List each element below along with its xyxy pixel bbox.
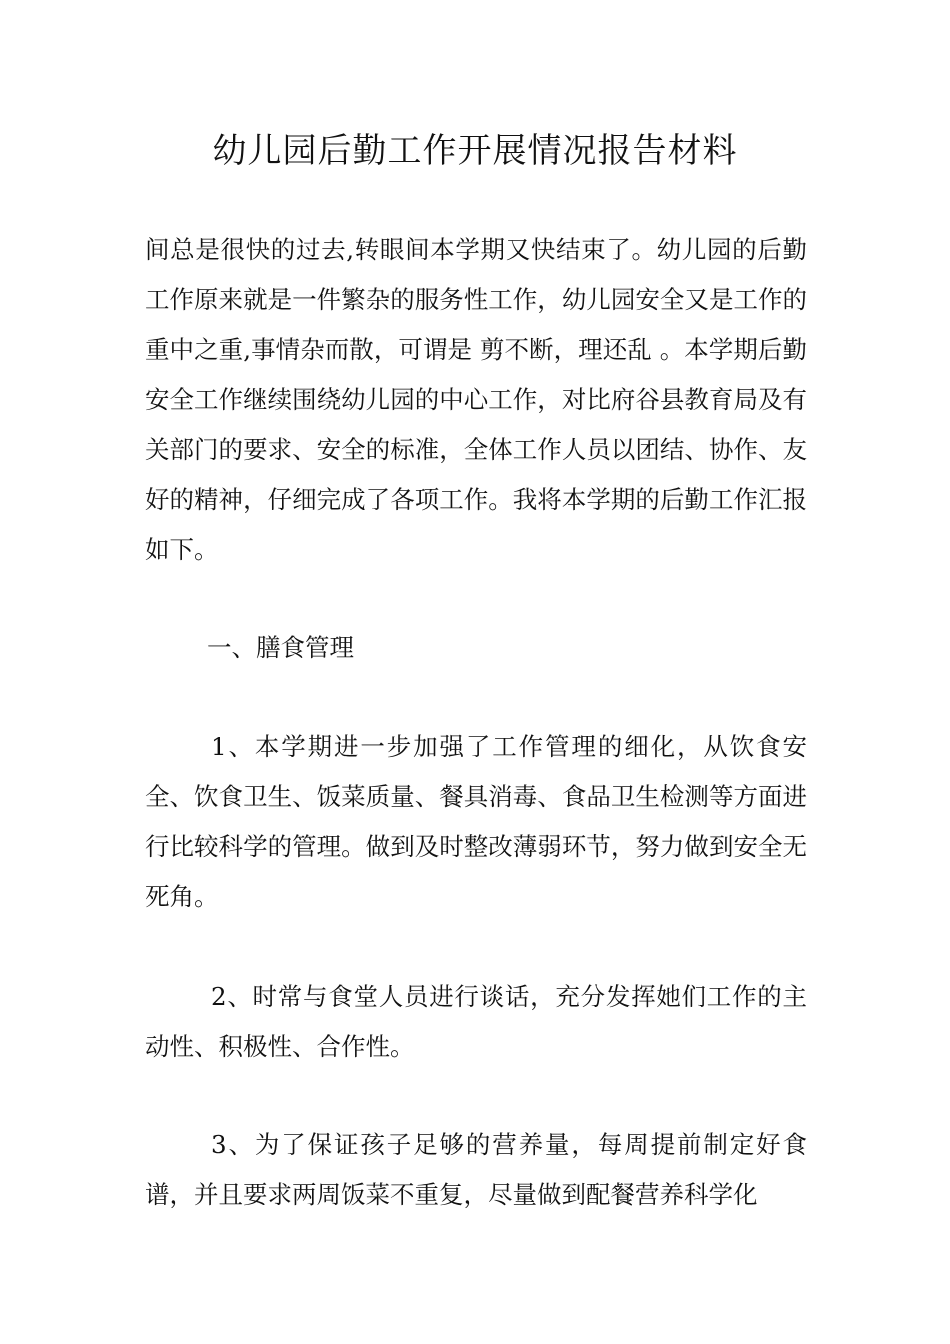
document-title: 幼儿园后勤工作开展情况报告材料 (212, 131, 738, 171)
list-item: 3、为了保证孩子足够的营养量，每周提前制定好食谱，并且要求两周饭菜不重复，尽量做到配餐营养科学化 (145, 1130, 807, 1209)
list-item: 1、本学期进一步加强了工作管理的细化，从饮食安全、饮食卫生、饭菜质量、餐具消毒、食品卫生检测等方面进行比较科学的管理。做到及时整改薄弱环节，努力做到安全无死角。 (145, 732, 807, 911)
intro-paragraph: 间总是很快的过去,转眼间本学期又快结束了。幼儿园的后勤工作原来就是一件繁杂的服务性工作，幼儿园安全又是工作的重中之重,事情杂而散，可谓是 剪不断，理还乱 。本学期后勤安全工作继续围绕幼儿园的中心工作，对比府谷县教育局及有关部门的要求、安全的标准，全体工作人员以团结、协作、友好的精神，仔细完成了各项工作。我将本学期的后勤工作汇报如下。 (145, 235, 807, 564)
list-item: 2、时常与食堂人员进行谈话，充分发挥她们工作的主动性、积极性、合作性。 (145, 982, 807, 1061)
section-heading: 一、膳食管理 (207, 633, 354, 662)
